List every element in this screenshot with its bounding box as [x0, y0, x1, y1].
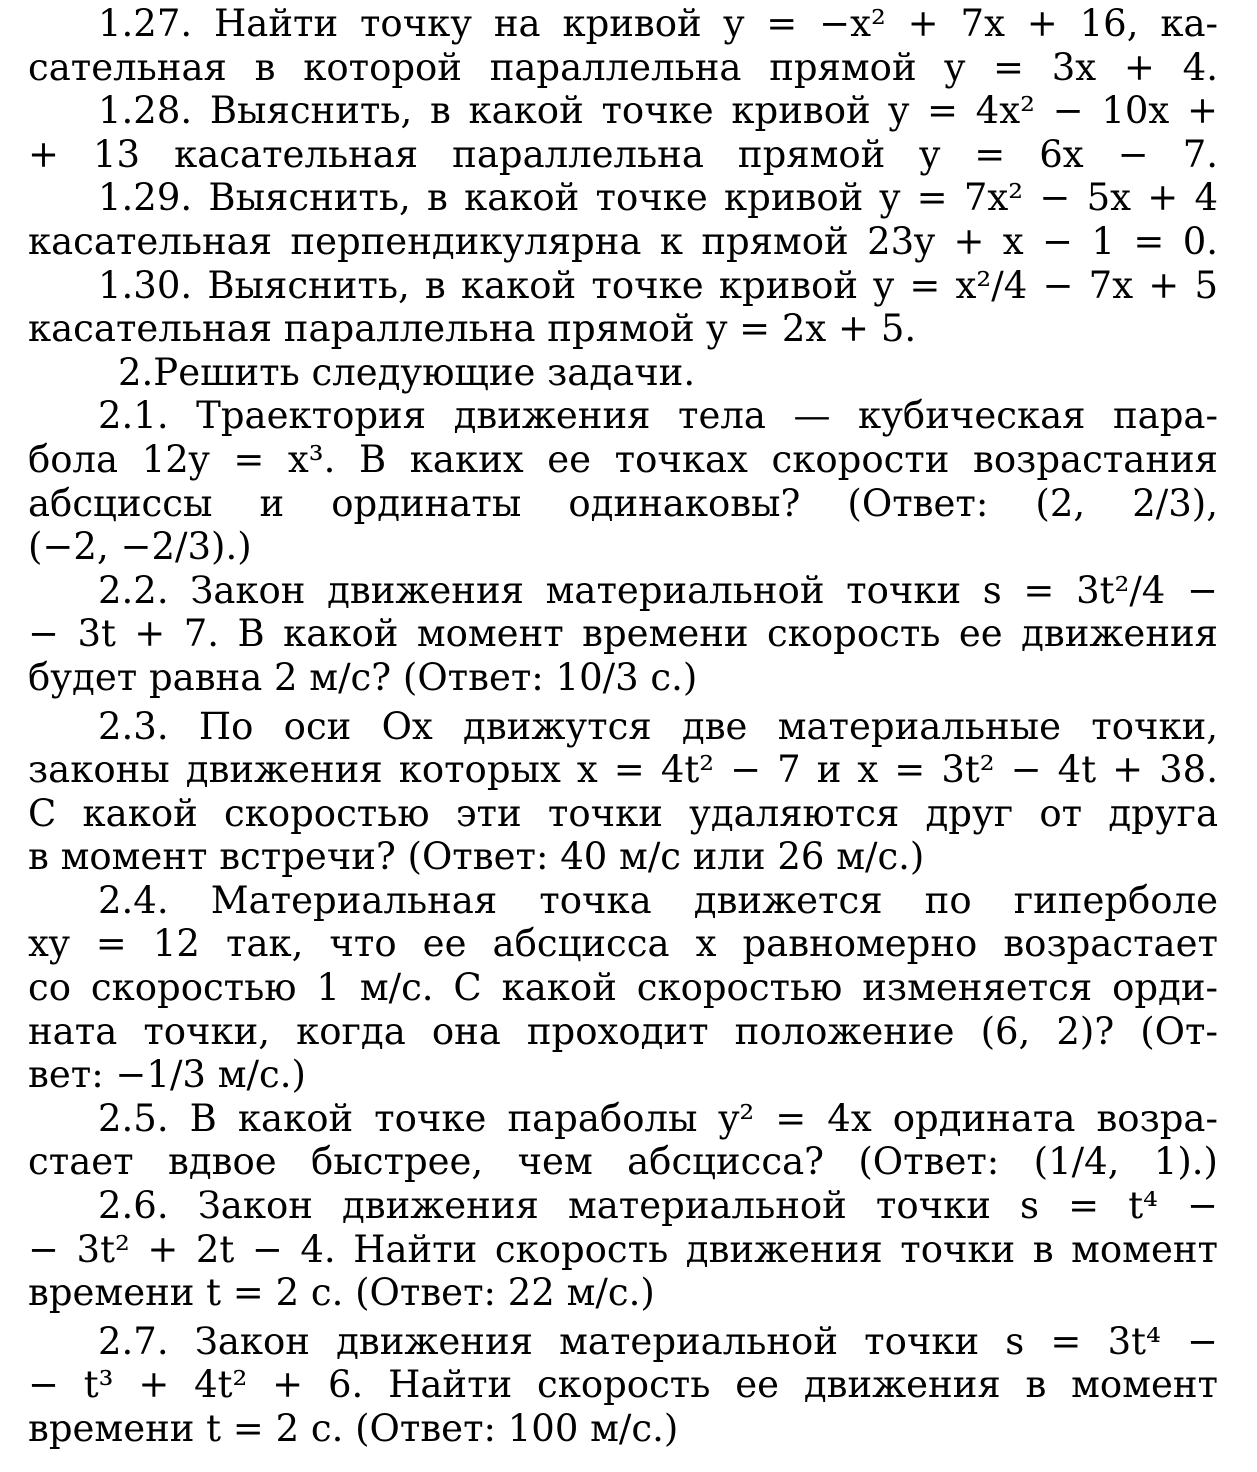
text-line	[28, 351, 1218, 395]
text-line-content: времени t = 2 с. (Ответ: 100 м/с.)	[28, 1407, 679, 1450]
text-line-content: 2.5. В какой точке параболы y² = 4x ордината возра-	[98, 1096, 1218, 1140]
text-line	[28, 1010, 1218, 1054]
text-line-content: (−2, −2/3).)	[28, 525, 252, 569]
text-line-content: вет: −1/3 м/с.)	[28, 1053, 306, 1097]
text-line-content: 2.3. По оси Ox движутся две материальные точки,	[98, 704, 1218, 748]
text-line	[28, 705, 1218, 749]
text-line-content: 2.2. Закон движения материальной точки s = 3t²/4 −	[98, 568, 1218, 612]
text-line-content: 1.27. Найти точку на кривой y = −x² + 7x + 16, ка-	[98, 2, 1218, 45]
text-line-content: 1.28. Выяснить, в какой точке кривой y = 4x² − 10x +	[98, 89, 1218, 133]
text-line	[28, 792, 1218, 836]
text-line-content: 2.4. Материальная точка движется по гиперболе	[98, 878, 1218, 922]
text-line	[28, 1363, 1218, 1407]
text-line	[28, 656, 1218, 700]
text-line	[28, 835, 1218, 879]
text-line-content: стает вдвое быстрее, чем абсцисса? (Ответ: (1/4, 1).)	[28, 1140, 1218, 1184]
text-line-content: времени t = 2 с. (Ответ: 22 м/с.)	[28, 1271, 655, 1315]
text-line-content: С какой скоростью эти точки удаляются друг от друга	[28, 791, 1218, 835]
text-line	[28, 1053, 1218, 1097]
text-line	[28, 89, 1218, 133]
text-line-content: в момент встречи? (Ответ: 40 м/с или 26 м/с.)	[28, 835, 925, 879]
text-line	[28, 1184, 1218, 1228]
text-line	[28, 879, 1218, 923]
text-line	[28, 220, 1218, 264]
text-line-content: + 13 касательная параллельна прямой y = 6x − 7.	[28, 132, 1218, 176]
text-line	[28, 46, 1218, 90]
text-line	[28, 176, 1218, 220]
text-line	[28, 394, 1218, 438]
text-line-content: − t³ + 4t² + 6. Найти скорость ее движения в момент	[28, 1363, 1218, 1407]
text-line-content: 2.1. Траектория движения тела — кубическая пара-	[98, 394, 1218, 438]
text-line-content: ната точки, когда она проходит положение (6, 2)? (От-	[28, 1009, 1218, 1053]
text-line	[28, 1407, 1218, 1451]
text-line	[28, 1097, 1218, 1141]
text-line-content: − 3t² + 2t − 4. Найти скорость движения точки в момент	[28, 1227, 1218, 1271]
text-line-content: законы движения которых x = 4t² − 7 и x = 3t² − 4t + 38.	[28, 748, 1218, 792]
text-line-content: будет равна 2 м/с? (Ответ: 10/3 с.)	[28, 655, 698, 699]
text-line-content: xy = 12 так, что ее абсцисса x равномерно возрастает	[28, 922, 1218, 966]
text-line	[28, 525, 1218, 569]
text-line	[28, 1271, 1218, 1315]
text-line	[28, 612, 1218, 656]
text-line	[28, 438, 1218, 482]
text-line-content: 1.30. Выяснить, в какой точке кривой y = x²/4 − 7x + 5	[98, 263, 1218, 307]
text-line	[28, 966, 1218, 1010]
text-line-content: абсциссы и ординаты одинаковы? (Ответ: (2, 2/3),	[28, 481, 1218, 525]
text-line	[28, 1140, 1218, 1184]
text-line-content: со скоростью 1 м/с. С какой скоростью изменяется орди-	[28, 966, 1218, 1010]
text-line	[28, 1320, 1218, 1364]
text-line	[28, 307, 1218, 351]
text-line	[28, 482, 1218, 526]
text-line	[28, 133, 1218, 177]
text-line-content: касательная параллельна прямой y = 2x + 5.	[28, 307, 917, 351]
text-line-content: сательная в которой параллельна прямой y = 3x + 4.	[28, 45, 1218, 89]
document-page	[28, 2, 1218, 1468]
text-line-content: 2.6. Закон движения материальной точки s = t⁴ −	[98, 1184, 1218, 1228]
text-line-content: − 3t + 7. В какой момент времени скорость ее движения	[28, 612, 1218, 656]
text-line-content: 1.29. Выяснить, в какой точке кривой y = 7x² − 5x + 4	[98, 176, 1218, 220]
text-line-content: бола 12y = x³. В каких ее точках скорости возрастания	[28, 437, 1218, 481]
text-line-content: 2.Решить следующие задачи.	[118, 350, 696, 394]
text-line	[28, 2, 1218, 46]
text-line-content: 2.7. Закон движения материальной точки s = 3t⁴ −	[98, 1319, 1218, 1363]
text-line	[28, 264, 1218, 308]
text-line	[28, 1228, 1218, 1272]
text-line-content: касательная перпендикулярна к прямой 23y + x − 1 = 0.	[28, 219, 1218, 263]
text-line	[28, 569, 1218, 613]
text-line	[28, 748, 1218, 792]
text-line	[28, 922, 1218, 966]
